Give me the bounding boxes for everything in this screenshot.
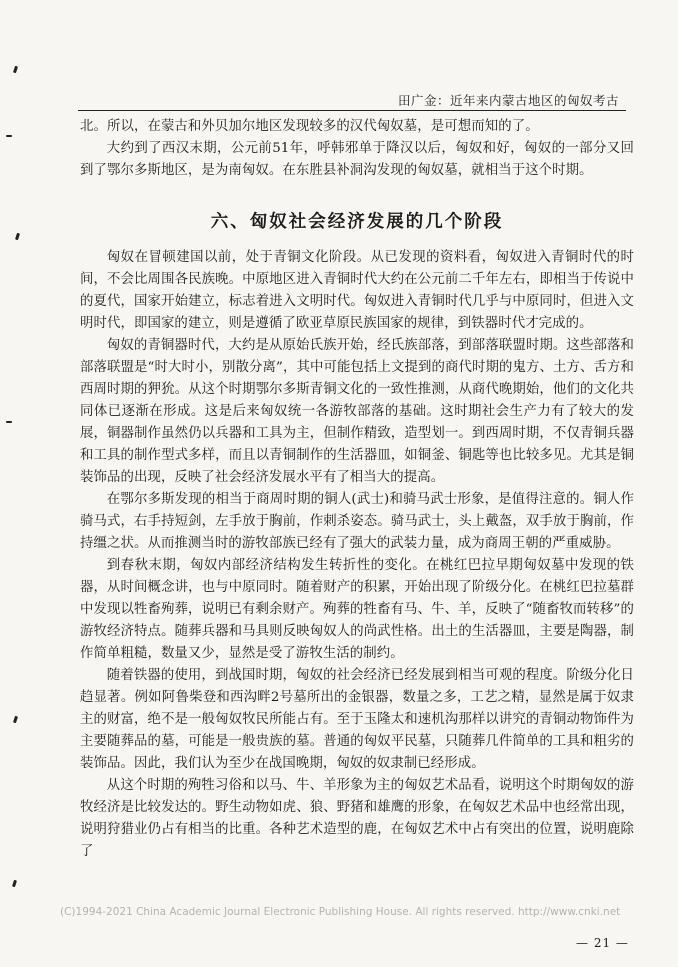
scan-mark <box>13 66 18 74</box>
paragraph: 北。所以，在蒙古和外贝加尔地区发现较多的汉代匈奴墓，是可想而知的了。 <box>80 119 539 134</box>
page-body <box>80 116 634 863</box>
paragraph: 随着铁器的使用，到战国时期，匈奴的社会经济已经发展到相当可观的程度。阶级分化日趋显著。例如阿鲁柴登和西沟畔2号墓所出的金银器，数量之多，工艺之精，显然是属于奴隶主的财富，绝不是一般匈奴牧民所能占有。至于玉隆太和速机沟那样以讲究的青铜动物饰件为主要随葬品的墓，可能是一般贵族的墓。普通的匈奴平民墓，只随葬几件简单的工具和粗劣的装饰品。因此，我们认为至少在战国晚期，匈奴的奴隶制已经形成。 <box>80 668 634 771</box>
paragraph: 大约到了西汉末期，公元前51年，呼韩邪单于降汉以后，匈奴和好，匈奴的一部分又回到了鄂尔多斯地区，是为南匈奴。在东胜县补洞沟发现的匈奴墓，就相当于这个时期。 <box>80 141 634 178</box>
paragraph: 匈奴在冒顿建国以前，处于青铜文化阶段。从已发现的资料看，匈奴进入青铜时代的时间，不会比周围各民族晚。中原地区进入青铜时代大约在公元前二千年左右，即相当于传说中的夏代，国家开始建立，标志着进入文明时代。匈奴进入青铜时代几乎与中原同时，但进入文明时代，即国家的建立，则是遵循了欧亚草原民族国家的规律，到铁器时代才完成的。 <box>80 250 634 331</box>
paragraph: 到春秋末期，匈奴内部经济结构发生转折性的变化。在桃红巴拉早期匈奴墓中发现的铁器，从时间概念讲，也与中原同时。随着财产的积累，开始出现了阶级分化。在桃红巴拉墓群中发现以牲畜殉葬，说明已有剩余财产。殉葬的牲畜有马、牛、羊，反映了“随畜牧而转移”的游牧经济特点。随葬兵器和马具则反映匈奴人的尚武性格。出土的生活器皿，主要是陶器，制作简单粗糙，数量又少，显然是受了游牧生活的制约。 <box>80 558 634 661</box>
page-number: — 21 — <box>576 936 629 950</box>
paragraph: 在鄂尔多斯发现的相当于商周时期的铜人(武士)和骑马武士形象，是值得注意的。铜人作骑马式，右手持短剑，左手放于胸前，作刺杀姿态。骑马武士，头上戴盔，双手放于胸前，作持缰之状。从而推测当时的游牧部族已经有了强大的武装力量，成为商周王朝的严重威胁。 <box>80 492 634 551</box>
header-divider <box>78 110 626 111</box>
copyright-watermark: (C)1994-2021 China Academic Journal Electronic Publishing House. All rights reserved. http://www.cnki.net <box>60 906 621 918</box>
scan-mark <box>15 233 20 241</box>
scan-mark <box>6 135 12 137</box>
paragraph: 匈奴的青铜器时代，大约是从原始氏族开始，经氏族部落，到部落联盟时期。这些部落和部落联盟是“时大时小，别散分离”，其中可能包括上文提到的商代时期的鬼方、土方、舌方和西周时期的狎狁。从这个时期鄂尔多斯青铜文化的一致性推测，从商代晚期始，他们的文化共同体已逐渐在形成。这是后来匈奴统一各游牧部落的基础。这时期社会生产力有了较大的发展，铜器制作虽然仍以兵器和工具为主，但制作精致，造型划一。到西周时期，不仅青铜兵器和工具的制作型式多样，而且以青铜制作的生活器皿，如铜釜、铜匙等也比较多见。尤其是铜装饰品的出现，反映了社会经济发展水平有了相当大的提高。 <box>80 338 634 485</box>
paragraph: 从这个时期的殉牲习俗和以马、牛、羊形象为主的匈奴艺术品看，说明这个时期匈奴的游牧经济是比较发达的。野生动物如虎、狼、野猪和雄鹰的形象，在匈奴艺术品中也经常出现，说明狩猎业仍占有相当的比重。各种艺术造型的鹿，在匈奴艺术中占有突出的位置，说明鹿除了 <box>80 778 634 859</box>
scan-mark <box>12 880 17 888</box>
scan-mark <box>13 716 18 724</box>
scan-mark <box>6 421 12 423</box>
running-header: 田广金：近年来内蒙古地区的匈奴考古 <box>398 93 620 108</box>
section-heading: 六、匈奴社会经济发展的几个阶段 <box>210 212 504 232</box>
